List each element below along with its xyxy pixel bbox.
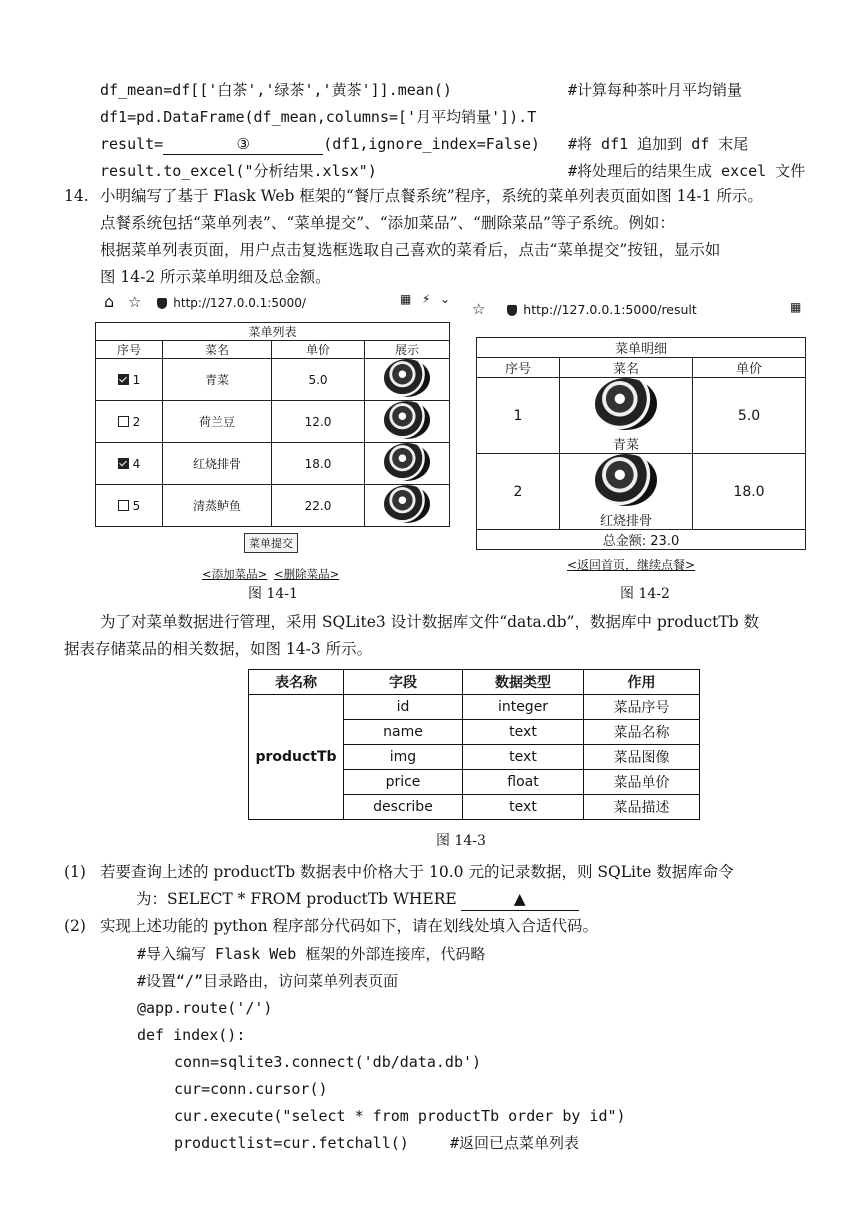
order-total: 总金额: 23.0 (477, 530, 806, 550)
field-cell: id (344, 695, 463, 720)
shield-icon (507, 305, 517, 316)
submit-order-button[interactable]: 菜单提交 (244, 533, 298, 553)
code2-line-7: cur.execute("select * from productTb order by id") (174, 1107, 626, 1125)
code2-comment-8: #返回已点菜单列表 (450, 1134, 580, 1152)
sub2-label: (2) (64, 917, 86, 935)
code2-line-1: #导入编写 Flask Web 框架的外部连接库，代码略 (137, 945, 486, 963)
table-row (477, 454, 806, 530)
q14-para-2: 点餐系统包括“菜单列表”、“菜单提交”、“添加菜品”、“删除菜品”等子系统。例如： (100, 214, 675, 232)
dish-image (384, 359, 430, 397)
type-cell: integer (463, 695, 584, 720)
checkbox-5[interactable] (118, 500, 129, 511)
table-row (249, 695, 700, 720)
code-line-1: df_mean=df[['白茶','绿茶','黄茶']].mean() (100, 81, 452, 99)
dish-price: 5.0 (693, 378, 806, 454)
dish-image (384, 485, 430, 523)
role-cell: 菜品序号 (584, 695, 700, 720)
sub1-blank: ▲ (461, 889, 579, 911)
row-id: 1 (477, 378, 560, 454)
header-id: 序号 (477, 358, 560, 378)
field-cell: describe (344, 795, 463, 820)
q14-para-4: 图 14-2 所示菜单明细及总金额。 (100, 268, 331, 286)
home-icon[interactable]: ⌂ (104, 292, 115, 311)
menu-list-title: 菜单列表 (96, 323, 450, 341)
dish-name: 清蒸鲈鱼 (163, 485, 272, 527)
fig1-caption: 图 14-1 (248, 586, 298, 602)
chevron-down-icon[interactable]: ⌄ (440, 292, 451, 306)
dish-image (384, 401, 430, 439)
q14-para-1: 小明编写了基于 Flask Web 框架的“餐厅点餐系统”程序，系统的菜单列表页面如图 14-1 所示。 (100, 187, 763, 205)
flash-icon[interactable]: ⚡ (422, 292, 431, 306)
header-field: 字段 (344, 670, 463, 695)
type-cell: text (463, 745, 584, 770)
db-para-1: 为了对菜单数据进行管理，采用 SQLite3 设计数据库文件“data.db”，数据库中 productTb 数 (100, 613, 760, 631)
role-cell: 菜品描述 (584, 795, 700, 820)
dish-name: 红烧排骨 (163, 443, 272, 485)
table-name-cell: productTb (249, 695, 344, 820)
star-icon[interactable]: ☆ (127, 293, 142, 311)
code-line-3: result= ③ (df1,ignore_index=False) (100, 135, 540, 153)
qr-icon[interactable]: ▦ (790, 300, 802, 314)
code2-line-6: cur=conn.cursor() (174, 1080, 328, 1098)
header-name: 菜名 (560, 358, 693, 378)
sub1-label: (1) (64, 863, 86, 881)
fig1-links (202, 566, 339, 582)
code-comment-3: #将 df1 追加到 df 末尾 (568, 135, 749, 153)
role-cell: 菜品名称 (584, 720, 700, 745)
browser-bar-1 (104, 292, 454, 311)
order-detail-table (476, 337, 806, 550)
row-id: 4 (132, 456, 141, 471)
sub2-text: 实现上述功能的 python 程序部分代码如下，请在划线处填入合适代码。 (100, 917, 599, 935)
db-para-2: 据表存储菜品的相关数据，如图 14-3 所示。 (64, 640, 373, 658)
header-type: 数据类型 (463, 670, 584, 695)
table-row (96, 443, 450, 485)
header-name: 菜名 (163, 341, 272, 359)
dish-name: 青菜 (163, 359, 272, 401)
row-id: 1 (132, 372, 141, 387)
table-row (96, 359, 450, 401)
row-id: 2 (132, 414, 141, 429)
fig3-caption: 图 14-3 (436, 833, 486, 849)
role-cell: 菜品单价 (584, 770, 700, 795)
order-detail-title: 菜单明细 (477, 338, 806, 358)
role-cell: 菜品图像 (584, 745, 700, 770)
code2-line-3: @app.route('/') (137, 999, 273, 1017)
dish-price: 5.0 (272, 359, 365, 401)
table-row (96, 401, 450, 443)
menu-list-table (95, 322, 450, 527)
back-home-link[interactable]: <返回首页，继续点餐> (567, 558, 696, 572)
code2-line-5: conn=sqlite3.connect('db/data.db') (174, 1053, 482, 1071)
delete-dish-link[interactable]: <删除菜品> (273, 567, 340, 581)
sub1-text-1: 若要查询上述的 productTb 数据表中价格大于 10.0 元的记录数据，则 SQLite 数据库命令 (100, 863, 734, 881)
qr-icon[interactable]: ▦ (400, 292, 412, 306)
code2-line-2: #设置“/”目录路由，访问菜单列表页面 (137, 972, 399, 990)
dish-image (595, 454, 657, 506)
header-id: 序号 (96, 341, 163, 359)
header-role: 作用 (584, 670, 700, 695)
address-bar-1[interactable]: http://127.0.0.1:5000/ (173, 296, 306, 310)
dish-name: 荷兰豆 (163, 401, 272, 443)
blank-3: ③ (163, 134, 323, 155)
dish-image (595, 378, 657, 430)
dish-price: 22.0 (272, 485, 365, 527)
type-cell: float (463, 770, 584, 795)
row-id: 5 (132, 498, 141, 513)
code-line-4: result.to_excel("分析结果.xlsx") (100, 162, 377, 180)
checkbox-4[interactable] (118, 458, 129, 469)
q14-para-3: 根据菜单列表页面，用户点击复选框选取自己喜欢的菜肴后，点击“菜单提交”按钮，显示如 (100, 241, 721, 259)
add-dish-link[interactable]: <添加菜品> (202, 567, 268, 581)
row-id: 2 (477, 454, 560, 530)
field-cell: price (344, 770, 463, 795)
header-price: 单价 (272, 341, 365, 359)
field-cell: name (344, 720, 463, 745)
code2-line-8: productlist=cur.fetchall() (174, 1134, 409, 1152)
dish-price: 18.0 (693, 454, 806, 530)
code2-line-4: def index(): (137, 1026, 246, 1044)
dish-name: 红烧排骨 (599, 514, 652, 529)
header-table-name: 表名称 (249, 670, 344, 695)
fig2-caption: 图 14-2 (620, 586, 670, 602)
header-image: 展示 (365, 341, 450, 359)
browser-bar-2 (472, 300, 810, 318)
dish-image (384, 443, 430, 481)
header-price: 单价 (693, 358, 806, 378)
sub1-text-2: 为：SELECT * FROM productTb WHERE ▲ (136, 889, 579, 911)
table-row (96, 485, 450, 527)
product-table-schema (248, 669, 700, 820)
code-comment-4: #将处理后的结果生成 excel 文件 (568, 162, 806, 180)
dish-price: 12.0 (272, 401, 365, 443)
q14-number: 14. (64, 187, 89, 205)
star-icon[interactable]: ☆ (472, 300, 486, 318)
address-bar-2[interactable]: http://127.0.0.1:5000/result (523, 302, 697, 317)
field-cell: img (344, 745, 463, 770)
shield-icon (157, 298, 167, 309)
table-row (477, 378, 806, 454)
type-cell: text (463, 720, 584, 745)
code-comment-1: #计算每种茶叶月平均销量 (568, 81, 743, 99)
checkbox-2[interactable] (118, 416, 129, 427)
dish-price: 18.0 (272, 443, 365, 485)
type-cell: text (463, 795, 584, 820)
checkbox-1[interactable] (118, 374, 129, 385)
dish-name: 青菜 (612, 438, 639, 453)
code-line-2: df1=pd.DataFrame(df_mean,columns=['月平均销量']).T (100, 108, 537, 126)
